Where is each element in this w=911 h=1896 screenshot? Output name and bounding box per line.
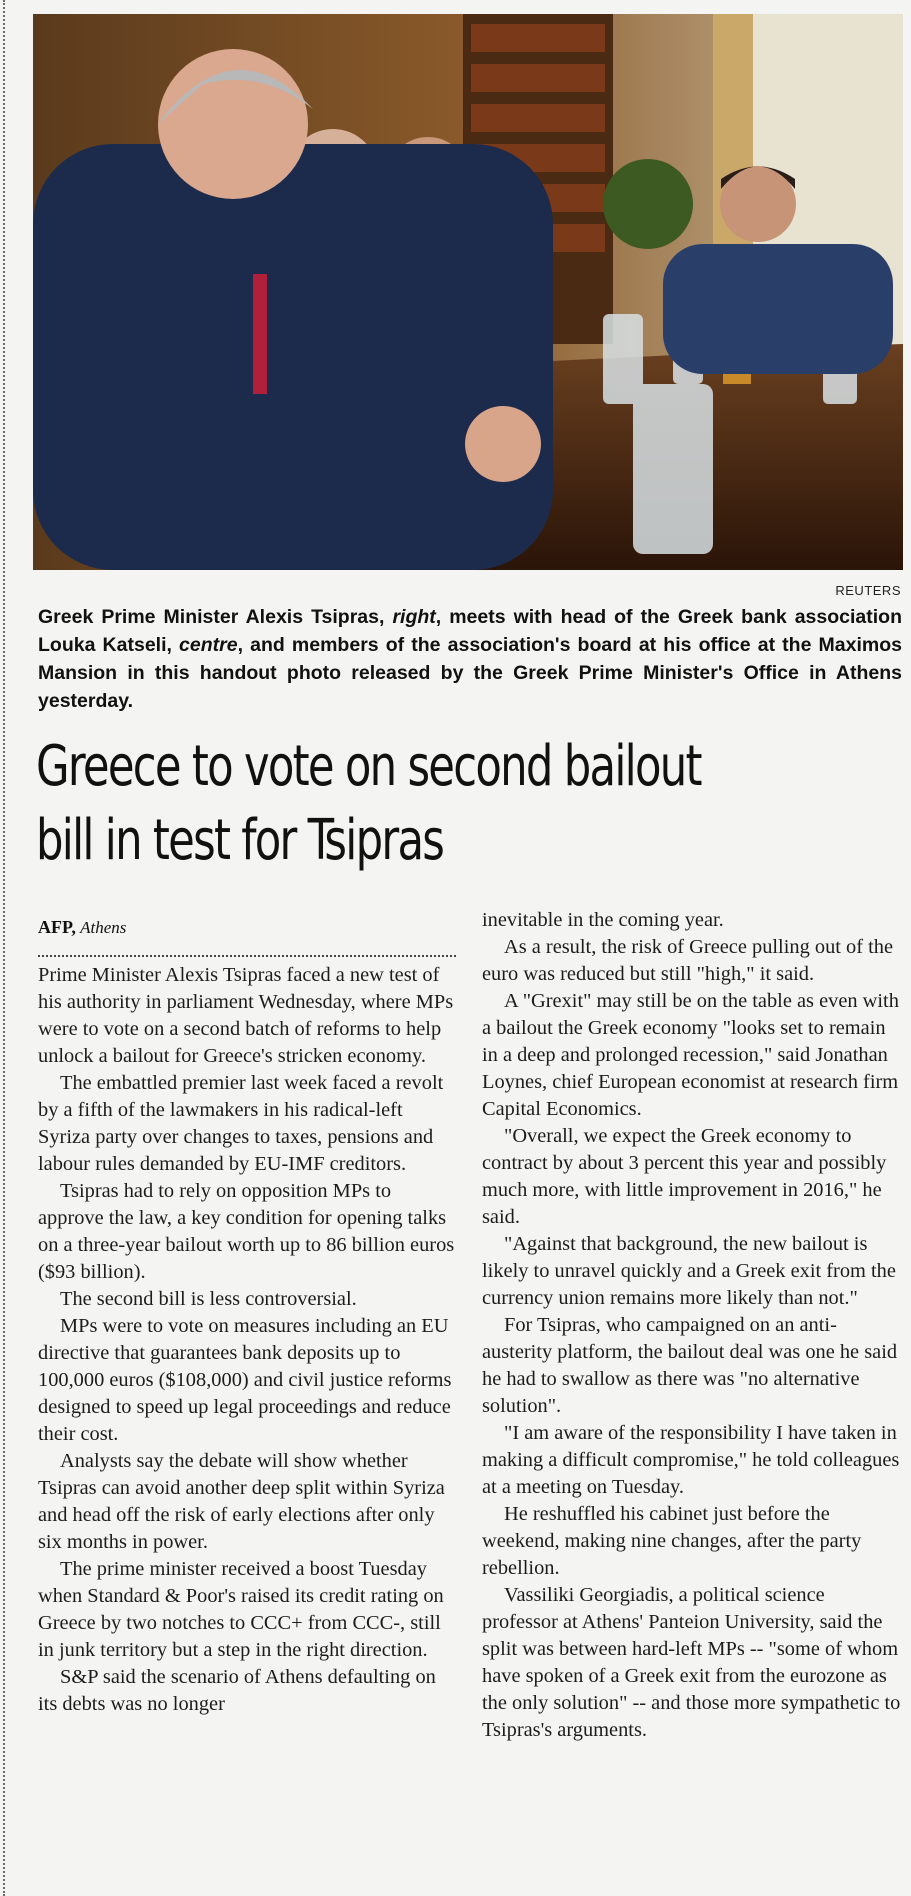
headline-line-1: Greece to vote on second bailout [36,734,701,799]
headline-line-2: bill in test for Tsipras [36,808,444,873]
byline-place: Athens [80,918,127,937]
byline-agency: AFP, [38,917,76,937]
caption-text-3: , and members of the association's board at his office at the Maximos Mansion in this handout photo released by the Greek Prime Minister's Office in Athens yesterday. [38,634,902,712]
paragraph: "Overall, we expect the Greek economy to contract by about 3 percent this year and possibly much more, with little improvement in 2016," he said. [482,1125,887,1228]
paragraph: For Tsipras, who campaigned on an anti-austerity platform, the bailout deal was one he said he had to swallow as there was "no alternative solution". [482,1314,898,1417]
caption-centre: centre [179,634,238,656]
paragraph: Vassiliki Georgiadis, a political science professor at Athens' Panteion University, said the split was between hard-left MPs -- "some of whom have spoken of a Greek exit from the eurozone as the only solution" -- and those more sympathetic to Tsipras's arguments. [482,1584,901,1741]
photo-credit: REUTERS [835,583,901,598]
clipping-dotted-border [3,0,5,1896]
byline-divider [38,955,456,957]
news-photo [33,14,903,570]
byline [38,917,126,938]
paragraph: inevitable in the coming year. [482,909,724,931]
paragraph: The prime minister received a boost Tuesday when Standard & Poor's raised its credit rating on Greece by two notches to CCC+ from CCC-, still in junk territory but a step in the right direction. [38,1558,444,1661]
paragraph: "I am aware of the responsibility I have taken in making a difficult compromise," he told colleagues at a meeting on Tuesday. [482,1422,900,1498]
paragraph: Tsipras had to rely on opposition MPs to approve the law, a key condition for opening talks on a three-year bailout worth up to 86 billion euros ($93 billion). [38,1180,455,1283]
paragraph: "Against that background, the new bailout is likely to unravel quickly and a Greek exit from the currency union remains more likely than not." [482,1233,896,1309]
paragraph: A "Grexit" may still be on the table as even with a bailout the Greek economy "looks set to remain in a deep and prolonged recession," said Jonathan Loynes, chief European economist at research firm Capital Economics. [482,990,899,1120]
paragraph: MPs were to vote on measures including an EU directive that guarantees bank deposits up to 100,000 euros ($108,000) and civil justice reforms designed to speed up legal proceedings and reduce their cost. [38,1315,452,1445]
article-column-1 [38,962,458,1718]
photo-caption [38,603,902,715]
paragraph: The second bill is less controversial. [60,1288,357,1310]
paragraph: Analysts say the debate will show whether Tsipras can avoid another deep split within Syriza and head off the risk of early elections after only six months in power. [38,1450,445,1553]
paragraph: Prime Minister Alexis Tsipras faced a new test of his authority in parliament Wednesday, where MPs were to vote on a second batch of reforms to help unlock a bailout for Greece's stricken economy. [38,964,454,1067]
paragraph: The embattled premier last week faced a revolt by a fifth of the lawmakers in his radical-left Syriza party over changes to taxes, pensions and labour rules demanded by EU-IMF creditors. [38,1072,444,1175]
paragraph: As a result, the risk of Greece pulling out of the euro was reduced but still "high," it said. [482,936,894,985]
article-column-2 [482,907,902,1744]
caption-text-2: , meets with head of the Greek bank association Louka Katseli, [38,606,902,656]
caption-text-1: Greek Prime Minister Alexis Tsipras, [38,606,393,628]
caption-right: right [392,606,436,628]
paragraph: He reshuffled his cabinet just before the weekend, making nine changes, after the party rebellion. [482,1503,862,1579]
headline [36,730,906,878]
paragraph: S&P said the scenario of Athens defaulting on its debts was no longer [38,1666,436,1715]
